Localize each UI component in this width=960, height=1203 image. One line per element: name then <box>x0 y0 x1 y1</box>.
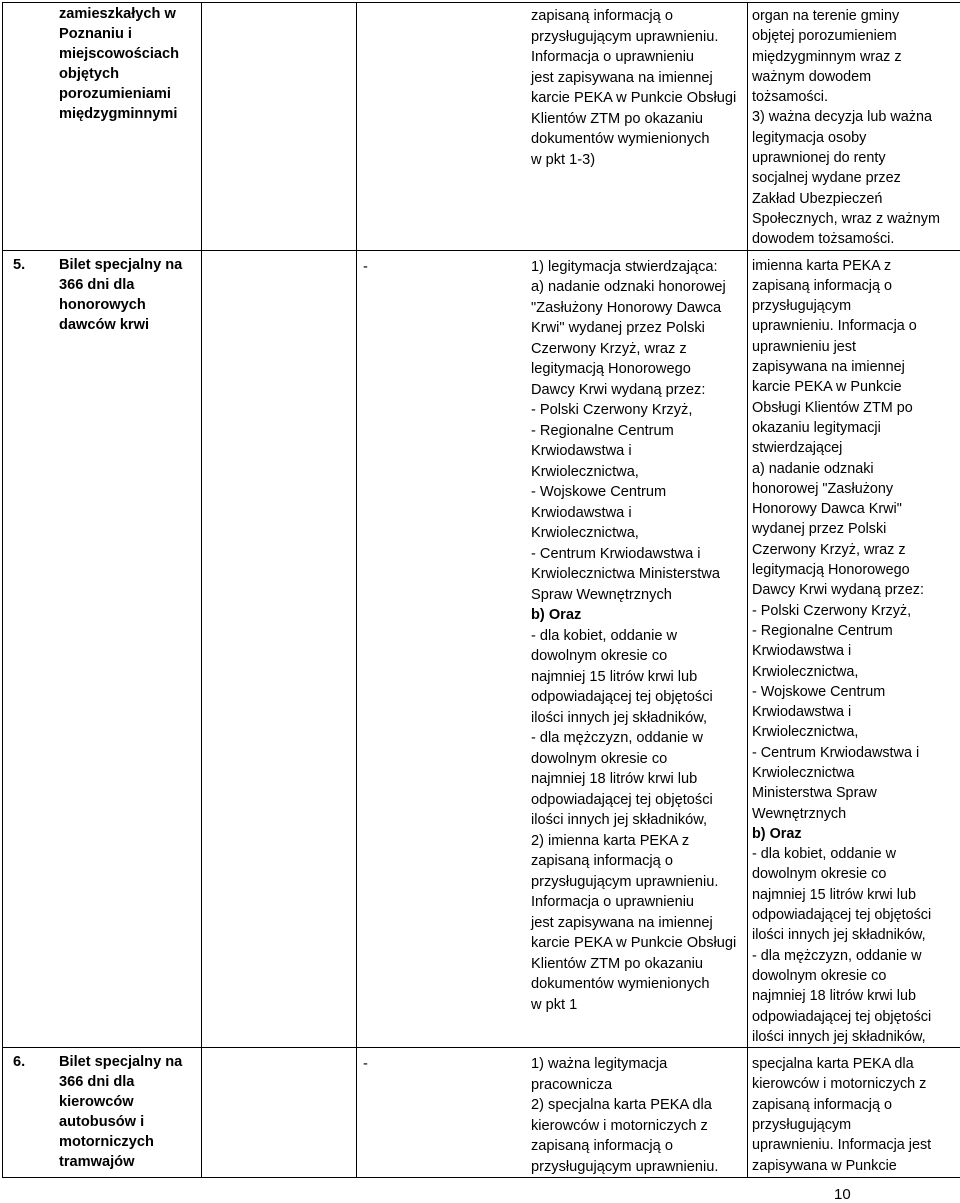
text-line: Krwiodawstwa i <box>752 704 852 721</box>
text-line: zapisywana na imiennej <box>752 359 905 376</box>
text-line: - dla mężczyzn, oddanie w <box>531 730 703 747</box>
conditions-cell <box>748 3 960 251</box>
row-label <box>59 255 197 335</box>
text-line: honorowej "Zasłużony <box>752 480 894 497</box>
table-row-honorary-blood-donors <box>3 250 960 1048</box>
text-line: ilości innych jej składników, <box>531 812 708 829</box>
label-line: tramwajów <box>59 1154 135 1171</box>
text-line: 1) legitymacja stwierdzająca: <box>531 258 718 275</box>
text-line: dokumentów wymienionych <box>531 976 710 993</box>
text-line: zapisywana w Punkcie <box>752 1157 897 1174</box>
label-line: 366 dni dla <box>59 1074 135 1091</box>
text-line: Krwiolecznictwa, <box>531 525 639 542</box>
text-line: Obsługi Klientów ZTM po <box>752 399 913 416</box>
text-line: Klientów ZTM po okazaniu <box>531 110 703 127</box>
text-line: imienna karta PEKA z <box>752 257 892 274</box>
row-label-cell <box>3 250 202 1048</box>
text-line: Czerwony Krzyż, wraz z <box>752 541 906 558</box>
row-label <box>59 1052 197 1172</box>
table-row-continuation <box>3 3 960 251</box>
text-line: uprawnieniu. Informacja jest <box>752 1137 932 1154</box>
text-line: najmniej 18 litrów krwi lub <box>531 771 698 788</box>
text-line: stwierdzającej <box>752 440 843 457</box>
text-line: Spraw Wewnętrznych <box>531 586 672 603</box>
documents-cell <box>357 250 748 1048</box>
text-line: karcie PEKA w Punkcie Obsługi <box>531 935 737 952</box>
text-line: legitymacją Honorowego <box>752 562 910 579</box>
text-line: zapisaną informacją o <box>752 277 892 294</box>
text-line: Krwiolecznictwa Ministerstwa <box>531 566 720 583</box>
text-line: Krwiodawstwa i <box>531 504 632 521</box>
row-label <box>59 4 197 124</box>
text-line: Informacja o uprawnieniu <box>531 49 695 65</box>
text-line: odpowiadającej tej objętości <box>752 907 932 924</box>
text-line: Wewnętrznych <box>752 805 847 822</box>
label-line: objętych <box>59 66 120 82</box>
text-line: 3) ważna decyzja lub ważna <box>752 109 932 126</box>
text-line: "Zasłużony Honorowy Dawca <box>531 299 722 316</box>
conditions-cell <box>748 1048 960 1178</box>
text-line: dowolnym okresie co <box>752 866 887 883</box>
row-number: 5. <box>13 256 26 273</box>
text-line: przysługującym uprawnieniu. <box>531 1158 719 1175</box>
text-line: okazaniu legitymacji <box>752 419 881 436</box>
label-line: międzygminnymi <box>59 106 178 122</box>
text-line: 2) imienna karta PEKA z <box>531 832 690 849</box>
text-line: pracownicza <box>531 1076 613 1093</box>
text-line: - Wojskowe Centrum <box>531 484 667 501</box>
text-line: ważnym dowodem <box>752 68 872 85</box>
text-line: 2) specjalna karta PEKA dla <box>531 1097 712 1114</box>
label-line: zamieszkałych w <box>59 6 176 22</box>
documents-cell <box>357 1048 748 1178</box>
text-line: Krwi" wydanej przez Polski <box>531 320 705 337</box>
conditions-text <box>748 251 960 1048</box>
text-line: w pkt 1 <box>531 996 578 1013</box>
text-line: karcie PEKA w Punkcie Obsługi <box>531 90 737 106</box>
text-line: - Wojskowe Centrum <box>752 683 886 700</box>
text-line: Krwiodawstwa i <box>752 643 852 660</box>
text-line: legitymacją Honorowego <box>531 361 691 378</box>
text-line: karcie PEKA w Punkcie <box>752 379 902 396</box>
text-line: Krwiolecznictwa, <box>752 724 859 741</box>
text-line: - dla kobiet, oddanie w <box>531 627 678 644</box>
text-line: najmniej 15 litrów krwi lub <box>531 668 698 685</box>
text-line: Klientów ZTM po okazaniu <box>531 955 703 972</box>
text-line: b) Oraz <box>752 825 802 842</box>
text-line: zapisaną informacją o <box>752 1096 892 1113</box>
documents-cell <box>357 3 748 251</box>
label-line: kierowców <box>59 1094 134 1111</box>
text-line: Krwiolecznictwa <box>752 764 855 781</box>
text-line: - dla kobiet, oddanie w <box>752 846 896 863</box>
text-line: przysługującym uprawnieniu. <box>531 28 719 45</box>
text-line: a) nadanie odznaki honorowej <box>531 279 726 296</box>
text-line: Krwiodawstwa i <box>531 443 632 460</box>
row-label-cell <box>3 3 202 251</box>
text-line: dokumentów wymienionych <box>531 131 710 147</box>
text-line: b) Oraz <box>531 607 582 624</box>
text-line: - Polski Czerwony Krzyż, <box>531 402 693 419</box>
text-line: międzygminnym wraz z <box>752 48 902 65</box>
documents-text <box>531 1054 747 1177</box>
text-line: jest zapisywana na imiennej <box>531 914 713 931</box>
text-line: - Regionalne Centrum <box>531 422 674 439</box>
text-line: kierowców i motorniczych z <box>531 1117 708 1134</box>
text-line: socjalnej wydane przez <box>752 170 901 187</box>
text-line: uprawnieniu jest <box>752 338 856 355</box>
text-line: ilości innych jej składników, <box>531 709 708 726</box>
text-line: dowolnym okresie co <box>531 750 668 767</box>
conditions-text <box>748 3 960 250</box>
table-row-drivers <box>3 1048 960 1178</box>
text-line: jest zapisywana na imiennej <box>531 69 713 86</box>
label-line: motorniczych <box>59 1134 154 1151</box>
label-line: dawców krwi <box>59 316 150 333</box>
label-line: miejscowościach <box>59 46 180 62</box>
label-line: 366 dni dla <box>59 276 135 293</box>
page-number: 10 <box>834 1186 851 1203</box>
dash-marker: - <box>363 1056 368 1073</box>
label-line: autobusów i <box>59 1114 145 1131</box>
text-line: uprawnieniu. Informacja o <box>752 318 917 335</box>
text-line: ilości innych jej składników, <box>752 927 926 944</box>
documents-text <box>357 3 747 170</box>
text-line: najmniej 15 litrów krwi lub <box>752 886 916 903</box>
text-line: Dawcy Krwi wydaną przez: <box>752 582 924 599</box>
empty-cell <box>202 1048 357 1178</box>
label-line: honorowych <box>59 296 146 313</box>
text-line: tożsamości. <box>752 89 828 106</box>
text-line: dowolnym okresie co <box>531 648 668 665</box>
text-line: Społecznych, wraz z ważnym <box>752 210 940 227</box>
empty-cell <box>202 3 357 251</box>
text-line: Ministerstwa Spraw <box>752 785 877 802</box>
dash-marker: - <box>363 258 368 275</box>
text-line: zapisaną informacją o <box>531 1138 673 1155</box>
text-line: Dawcy Krwi wydaną przez: <box>531 381 706 398</box>
text-line: przysługującym uprawnieniu. <box>531 873 719 890</box>
text-line: zapisaną informacją o <box>531 853 673 870</box>
label-line: Poznaniu i <box>59 26 132 42</box>
text-line: dowodem tożsamości. <box>752 231 895 248</box>
text-line: - Centrum Krwiodawstwa i <box>752 744 920 761</box>
row-number <box>7 4 61 124</box>
text-line: legitymacja osoby <box>752 129 867 146</box>
label-line: porozumieniami <box>59 86 171 102</box>
text-line: - Centrum Krwiodawstwa i <box>531 545 701 562</box>
text-line: Krwiolecznictwa, <box>531 463 639 480</box>
documents-block <box>357 1048 747 1177</box>
text-line: kierowców i motorniczych z <box>752 1076 927 1093</box>
text-line: zapisaną informacją o <box>531 8 673 24</box>
text-line: odpowiadającej tej objętości <box>531 791 713 808</box>
text-line: - Polski Czerwony Krzyż, <box>752 602 912 619</box>
conditions-cell <box>748 250 960 1048</box>
documents-text <box>531 257 747 1016</box>
text-line: odpowiadającej tej objętości <box>752 1008 932 1025</box>
text-line: - Regionalne Centrum <box>752 622 893 639</box>
text-line: w pkt 1-3) <box>531 151 596 168</box>
row-label-cell <box>3 1048 202 1178</box>
text-line: przysługującym <box>752 298 852 315</box>
text-line: specjalna karta PEKA dla <box>752 1056 914 1073</box>
text-line: organ na terenie gminy <box>752 8 900 24</box>
text-line: ilości innych jej składników, <box>752 1028 926 1045</box>
label-line: Bilet specjalny na <box>59 256 183 273</box>
text-line: dowolnym okresie co <box>752 967 887 984</box>
text-line: Czerwony Krzyż, wraz z <box>531 340 687 357</box>
text-line: Informacja o uprawnieniu <box>531 894 695 911</box>
text-line: Zakład Ubezpieczeń <box>752 190 883 207</box>
text-line: - dla mężczyzn, oddanie w <box>752 947 922 964</box>
text-line: najmniej 18 litrów krwi lub <box>752 988 916 1005</box>
document-table <box>2 2 960 1178</box>
documents-block <box>357 251 747 1016</box>
conditions-text <box>748 1048 960 1176</box>
text-line: a) nadanie odznaki <box>752 460 874 477</box>
text-line: Krwiolecznictwa, <box>752 663 859 680</box>
text-line: wydanej przez Polski <box>752 521 887 538</box>
text-line: 1) ważna legitymacja <box>531 1056 668 1073</box>
text-line: objętej porozumieniem <box>752 28 897 45</box>
empty-cell <box>202 250 357 1048</box>
label-line: Bilet specjalny na <box>59 1054 183 1071</box>
text-line: Honorowy Dawca Krwi" <box>752 501 902 518</box>
row-number: 6. <box>13 1054 26 1071</box>
text-line: przysługującym <box>752 1117 852 1134</box>
text-line: odpowiadającej tej objętości <box>531 689 713 706</box>
text-line: uprawnionej do renty <box>752 150 886 167</box>
